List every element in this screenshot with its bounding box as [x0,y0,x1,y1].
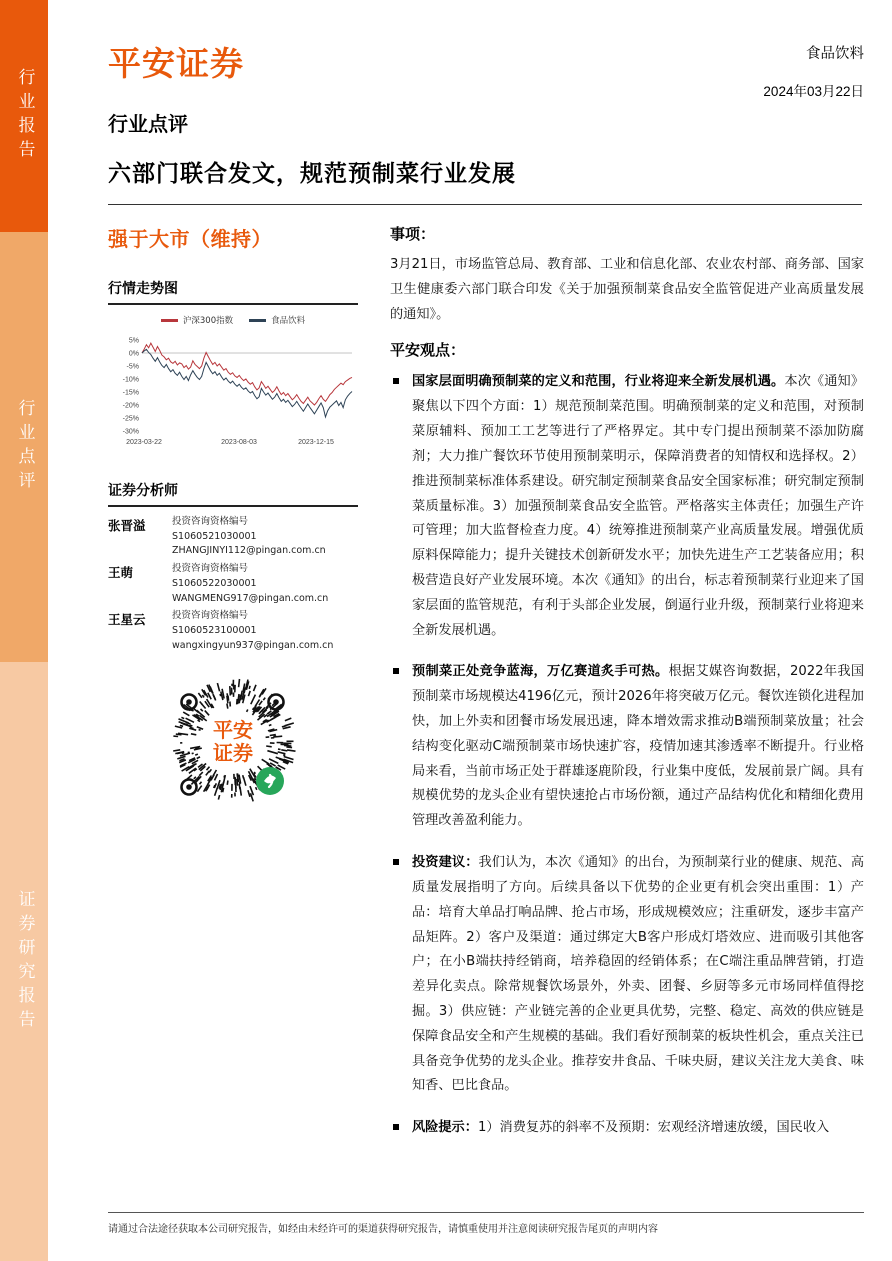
chart-y-axis [123,337,139,435]
sector-label: 食品饮料 [806,46,864,62]
chart-y-tick-label: -15% [122,389,139,397]
chart-legend [108,314,358,326]
views-heading: 平安观点： [390,341,466,360]
analyst-name: 王星云 [108,612,146,628]
chart-heading: 行情走势图 [108,281,178,297]
chart-heading-divider [108,303,358,305]
sidebar-band-label: 证券研究报告 [14,889,35,1034]
legend-label: 沪深300指数 [182,316,234,326]
footer-disclaimer: 请通过合法途径获取本公司研究报告，如经由未经许可的渠道获得研究报告，请慎重使用并注意阅读研究报告尾页的声明内容 [108,1224,658,1235]
chart-plot-area [108,334,358,454]
page-title: 六部门联合发文，规范预制菜行业发展 [108,161,516,187]
legend-swatch [249,319,266,322]
analyst-license-number: S1060521030001 [172,530,257,542]
analysts-section [108,480,358,653]
legend-swatch [161,319,178,322]
event-text: 3月21日，市场监管总局、教育部、工业和信息化部、农业农村部、商务部、国家卫生健康委六部门联合印发《关于加强预制菜食品安全监管促进产业高质量发展的通知》。 [390,257,864,322]
sidebar-band-research-report [0,662,48,1261]
analyst-email[interactable]: WANGMENG917@pingan.com.cn [172,592,329,604]
qr-brand-line1: 平安 [213,718,253,743]
bullet-text [412,1116,864,1141]
bullet-square-icon [390,1116,412,1141]
list-item [390,660,864,834]
list-item [390,370,864,643]
chart-series-line-hs300 [142,343,352,405]
qr-brand-line2: 证券 [213,741,253,766]
chart-y-tick-label: 0% [128,350,139,358]
bullet-text [412,370,864,643]
trend-line-svg [108,334,358,449]
title-divider [108,204,862,205]
chart-x-axis [126,439,334,446]
analyst-info [172,562,358,606]
footer-divider [108,1212,864,1213]
rating-badge: 强于大市（维持） [108,227,272,251]
qr-code-block[interactable] [108,669,358,819]
report-type-label: 行业点评 [108,112,188,136]
bullet-body-text: 我们认为，本次《通知》的出台，为预制菜行业的健康、规范、高质量发展指明了方向。后续具备以下优势的企业更有机会突出重围：1）产品：培育大单品打响品牌、抢占市场，形成规模效应；注重研发，逐步丰富产品矩阵。2）客户及渠道：通过绑定大B客户形成灯塔效应、进而吸引其他客户；在小B端扶持经销商，培养稳固的经销体系；在C端注重品牌营销，打造差异化卖点。除常规餐饮场景外，外卖、团餐、乡厨等多元市场同样值得挖掘。3）供应链：产业链完善的企业更具优势，完整、稳定、高效的供应链是保障食品安全和产生规模的基础。我们看好预制菜的板块性机会，重点关注已具备竞争优势的龙头企业。推荐安井食品、千味央厨，建议关注龙大美食、味知香、巴比食品。 [412,855,865,1094]
market-trend-chart [108,278,358,454]
chart-x-tick-label: 2023-12-15 [298,439,334,446]
report-date: 2024年03月22日 [763,84,864,99]
analyst-email[interactable]: ZHANGJINYI112@pingan.com.cn [172,545,326,557]
chart-y-tick-label: -5% [126,363,139,371]
chart-x-tick-label: 2023-08-03 [221,439,257,446]
analyst-row [108,562,358,606]
chart-y-tick-label: -30% [122,428,139,436]
bullet-square-icon [390,851,412,1099]
analyst-license-number: S1060522030001 [172,577,257,589]
bullet-lead: 预制菜正处竞争蓝海，万亿赛道炙手可热。 [412,664,669,680]
analyst-qualification-label: 投资咨询资格编号 [172,563,249,575]
left-sidebar [0,0,48,1261]
analyst-info [172,515,358,559]
title-block [81,108,864,205]
analyst-qualification-label: 投资咨询资格编号 [172,516,249,527]
chart-y-tick-label: -10% [122,376,139,384]
bullet-lead: 国家层面明确预制菜的定义和范围，行业将迎来全新发展机遇。 [412,374,785,390]
analysts-heading: 证券分析师 [108,483,178,499]
page-footer [48,1212,892,1235]
bullet-lead: 风险提示： [412,1120,478,1136]
sidebar-band-label: 行业报告 [14,68,35,164]
sidebar-band-industry-report [0,0,48,232]
right-column [380,223,864,1158]
legend-item-food-beverage [249,314,305,326]
chart-series-line-food [142,349,352,417]
chart-x-tick-label: 2023-03-22 [126,439,162,446]
list-item [390,851,864,1099]
sidebar-band-label: 行业点评 [14,399,35,495]
analysts-heading-divider [108,505,358,507]
analyst-name: 张晋溢 [108,518,146,533]
bullet-text [412,660,864,834]
event-heading: 事项： [390,225,436,243]
analyst-license-number: S1060523100001 [172,625,257,637]
company-logo: 平安证券 [108,44,244,83]
analyst-info [172,609,358,653]
analyst-row [108,515,358,559]
chart-y-tick-label: -20% [122,402,139,410]
bullet-body-text: 本次《通知》聚焦以下四个方面：1）规范预制菜范围。明确预制菜的定义和范围，对预制菜原辅料、预加工工艺等进行了严格界定。其中专门提出预制菜不添加防腐剂；大力推广餐饮环节使用预制菜明示，保障消费者的知情权和选择权。2）推进预制菜标准体系建设。研究制定预制菜食品安全国家标准；研究制定预制菜质量标准。3）加强预制菜食品安全监管。严格落实主体责任；加强生产许可管理；加大监督检查力度。4）统筹推进预制菜产业高质量发展。增强优质原料保障能力；提升关键技术创新研发水平；加快先进生产工艺装备应用；积极营造良好产业发展环境。本次《通知》的出台，标志着预制菜行业迎来了国家层面的监管规范，有利于头部企业发展，倒逼行业升级，预制菜行业将迎来全新发展机遇。 [412,374,865,638]
analyst-row [108,609,358,653]
chart-y-tick-label: 5% [128,337,139,345]
body-columns [81,223,864,1158]
legend-item-hs300 [161,314,233,326]
header-meta [763,42,864,100]
left-column [108,223,380,1158]
bullet-square-icon [390,370,412,643]
bullet-body-text: 1）消费复苏的斜率不及预期：宏观经济增速放缓，国民收入 [477,1120,830,1136]
bullet-text [412,851,864,1099]
legend-label: 食品饮料 [271,316,306,326]
chart-y-tick-label: -25% [122,415,139,423]
bullet-lead: 投资建议： [412,855,479,871]
bullet-square-icon [390,660,412,834]
list-item [390,1116,864,1141]
analyst-email[interactable]: wangxingyun937@pingan.com.cn [172,639,334,651]
qr-code-icon[interactable] [158,669,308,819]
bullet-body-text: 根据艾媒咨询数据，2022年我国预制菜市场规模达4196亿元，预计2026年将突破万亿元。餐饮连锁化进程加快，加上外卖和团餐市场发展迅速，降本增效需求推动B端预制菜放量；社会结构变化驱动C端预制菜市场快速扩容，疫情加速其渗透率不断提升。行业格局来看，当前市场正处于群雄逐鹿阶段，行业集中度低，发展前景广阔。具有规模优势的龙头企业有望快速抢占市场份额，通过产品结构优化和精细化费用管理改善盈利能力。 [412,664,865,829]
page-content [48,0,892,1261]
analyst-name: 王萌 [108,565,134,581]
analyst-qualification-label: 投资咨询资格编号 [172,610,249,622]
page-header [81,0,864,108]
sidebar-band-industry-comment [0,232,48,662]
